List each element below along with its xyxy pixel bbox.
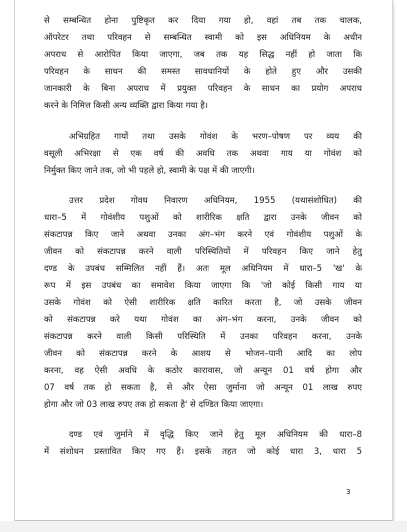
paragraph-1-line-4: परिवहन के साधन की समस्त सावधानियों के होते हुए और उसकी (44, 67, 362, 77)
paragraph-3-line-1: उत्तर प्रदेश गोवध निवारण अधिनियम, 1955 (यथासंशोधित) की (69, 196, 362, 206)
paragraph-3-line-8: को संकटापन्न करे यथा गोवंश का अंग–भंग करना, उनके जीवन को (44, 315, 362, 325)
paragraph-2-line-3: निर्मुक्त किए जाने तक, जो भी पहले हो, स्वामी के पक्ष में की जाएगी। (44, 166, 255, 176)
paragraph-3-line-11: करना, वह ऐसी अवधि के कठोर कारावास, जो अन्यून 01 वर्ष होगा और (44, 366, 362, 376)
paragraph-1-line-5: जानकारी के बिना अपराध में प्रयुक्त परिवहन के साधन का प्रयोग अपराध (44, 84, 362, 94)
paragraph-1-line-6: करने के निमित्त किसी अन्य व्यक्ति द्वारा किया गया है। (44, 101, 208, 111)
paragraph-3-line-2: धारा–5 में गोवंशीय पशुओं को शारीरिक क्षति द्वारा उनके जीवन को (44, 213, 362, 223)
viewer-background (0, 521, 407, 532)
page-number: 3 (346, 488, 351, 496)
paragraph-1-line-1: से सम्बन्धित होना पुष्टिकृत कर दिया गया हो, वहां तब तक चालक, (44, 16, 362, 26)
paragraph-1-line-3: अपराध से आरोपित किया जाएगा, जब तक यह सिद्ध नहीं हो जाता कि (44, 50, 362, 60)
document-page (14, 0, 393, 521)
paragraph-3-line-4: जीवन को संकटापन्न करने वाली परिस्थितियों में परिवहन किए जाने हेतु (44, 247, 362, 257)
paragraph-3-line-9: संकटापन्न करने वाली किसी परिस्थिति में उनका परिवहन करना, उनके (44, 332, 362, 342)
paragraph-3-line-6: रूप में इस उपबंध का समावेश किया जाएगा कि 'जो कोई किसी गाय या (44, 281, 362, 291)
paragraph-3-line-7: उसके गोवंश को ऐसी शारीरिक क्षति कारित करता है, जो उसके जीवन (44, 298, 362, 308)
paragraph-3-line-10: जीवन को संकटापन्न करने के आशय से भोजन–पानी आदि का लोप (44, 349, 362, 359)
paragraph-2-line-1: अभिग्रहित गायों तथा उसके गोवंश के भरण–पोषण पर व्यय की (69, 132, 362, 142)
paragraph-3-line-3: संकटापन्न किए जाने अथवा उनका अंग–भंग करने एवं गोवंशीय पशुओं के (44, 230, 362, 240)
paragraph-3-line-13: होगा और जो 03 लाख रुपए तक हो सकता है' से दण्डित किया जाएगा। (44, 400, 264, 410)
paragraph-1-line-2: ऑपरेटर तथा परिवहन से सम्बन्धित स्वामी को इस अधिनियम के अधीन (44, 33, 362, 43)
paragraph-4-line-1: दण्ड एवं जुर्माने में वृद्धि किए जाने हेतु मूल अधिनियम की धारा–8 (69, 430, 362, 440)
paragraph-3-line-12: 07 वर्ष तक हो सकता है, से और ऐसा जुर्माना जो अन्यून 01 लाख रुपए (44, 383, 362, 393)
paragraph-2-line-2: वसूली अभिरक्षा से एक वर्ष की अवधि तक अथवा गाय या गोवंश को (44, 149, 362, 159)
paragraph-4-line-2: में संशोधन प्रस्तावित किए गए हैं। इसके तहत जो कोई धारा 3, धारा 5 (44, 447, 362, 457)
paragraph-3-line-5: दण्ड के उपबंध सम्मिलित नहीं हैं। अतः मूल अधिनियम में धारा–5 'ख' के (44, 264, 362, 274)
